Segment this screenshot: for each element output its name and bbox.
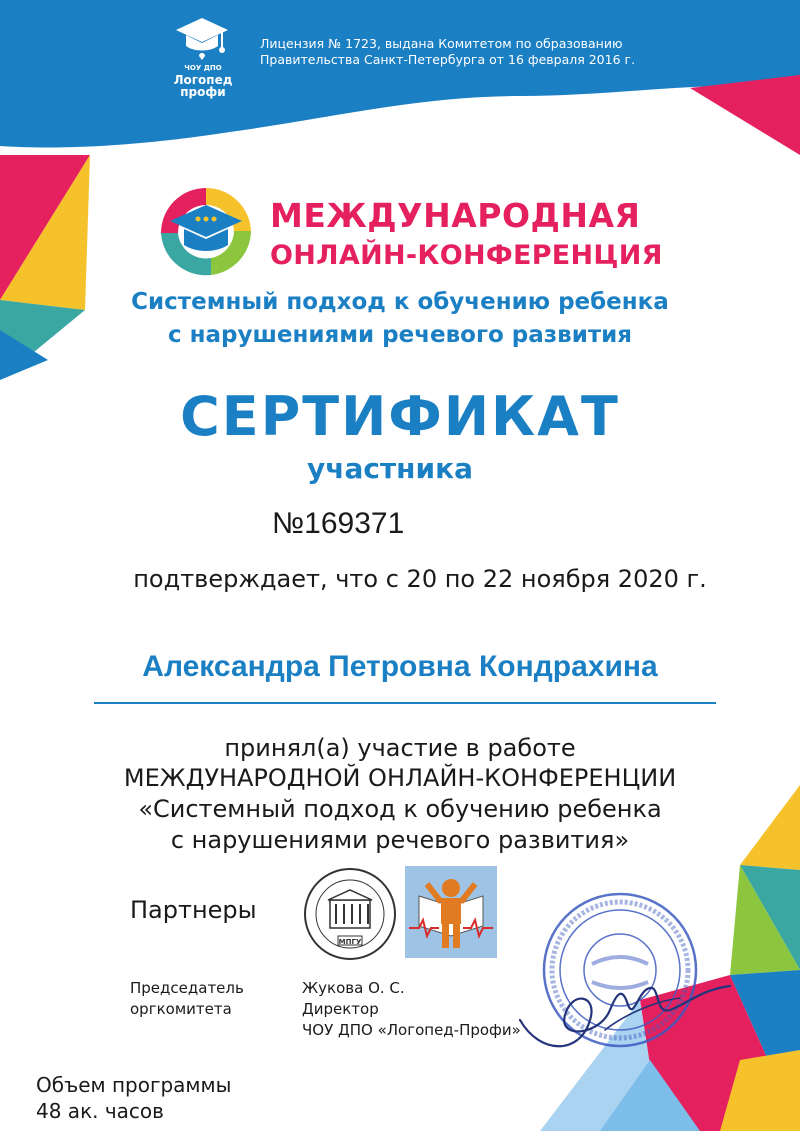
participation-line-3: «Системный подход к обучению ребенка: [138, 795, 662, 823]
conference-topic-line-2: с нарушениями речевого развития: [167, 322, 633, 348]
chair-line-2: оргкомитета: [130, 1000, 232, 1018]
conference-logo-icon: [156, 183, 256, 278]
brand-line2: профи: [180, 85, 226, 99]
participation-line-1: принял(а) участие в работе: [224, 734, 576, 762]
graduation-cap-logo-icon: [172, 14, 232, 64]
confirmation-text: подтверждает, что с 20 по 22 ноября 2020 г.: [133, 565, 707, 593]
director-position: Директор: [302, 1000, 379, 1018]
mpgu-seal-logo-icon: [302, 866, 398, 962]
participation-line-2: МЕЖДУНАРОДНОЙ ОНЛАЙН-КОНФЕРЕНЦИИ: [123, 764, 677, 792]
brand-line1: Логопед: [173, 73, 233, 87]
director-block: [302, 978, 521, 1041]
license-info: [260, 36, 640, 68]
partner-speech-logo-icon: [405, 866, 497, 958]
license-line-2: Правительства Санкт-Петербурга от 16 февраля 2016 г.: [260, 52, 636, 67]
program-volume: [36, 1072, 231, 1124]
certificate-subtitle: участника: [306, 452, 474, 485]
program-volume-line-2: 48 ак. часов: [36, 1099, 164, 1123]
certificate-title: СЕРТИФИКАТ: [180, 385, 620, 448]
director-signature-icon: [510, 960, 740, 1060]
conference-title-line-2: ОНЛАЙН-КОНФЕРЕНЦИЯ: [270, 240, 663, 271]
director-organization: ЧОУ ДПО «Логопед-Профи»: [302, 1021, 521, 1039]
mpgu-label: МПГУ: [338, 938, 362, 946]
participation-line-4: с нарушениями речевого развития»: [170, 826, 630, 854]
partners-label: Партнеры: [130, 896, 257, 924]
chair-title: [130, 978, 244, 1020]
certificate-number: №169371: [272, 507, 405, 540]
brand-small: ЧОУ ДПО: [184, 64, 222, 72]
chair-line-1: Председатель: [130, 979, 244, 997]
license-line-1: Лицензия № 1723, выдана Комитетом по образованию: [260, 36, 623, 51]
conference-title-line-1: МЕЖДУНАРОДНАЯ: [270, 196, 641, 235]
participant-name: Александра Петровна Кондрахина: [142, 650, 658, 683]
program-volume-line-1: Объем программы: [36, 1073, 232, 1097]
director-name: Жукова О. С.: [302, 979, 405, 997]
brand-name: [168, 62, 238, 98]
conference-topic-line-1: Системный подход к обучению ребенка: [131, 289, 669, 315]
name-underline: [94, 702, 716, 704]
